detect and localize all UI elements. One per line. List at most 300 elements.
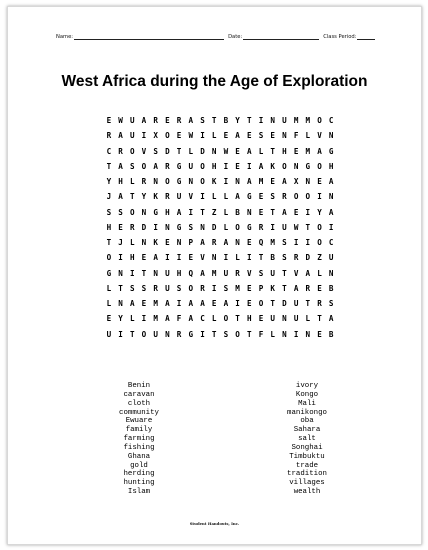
grid-letter: Z (211, 207, 217, 217)
grid-letter: N (188, 177, 194, 186)
grid-letter: A (129, 299, 135, 308)
class-period-label: Class Period: (323, 34, 357, 40)
grid-letter: A (305, 268, 311, 278)
grid-letter: R (118, 146, 123, 156)
grid-letter: S (223, 283, 229, 293)
grid-letter: V (293, 268, 299, 278)
grid-letter: O (317, 161, 322, 171)
grid-letter: A (235, 192, 240, 202)
grid-letter: S (188, 222, 194, 232)
grid-letter: I (223, 177, 229, 186)
grid-row (103, 205, 337, 220)
grid-letter: M (305, 146, 311, 156)
grid-letter: A (328, 207, 334, 217)
grid-letter: E (247, 238, 252, 247)
grid-letter: I (211, 283, 217, 293)
grid-letter: R (106, 131, 112, 141)
grid-letter: E (106, 116, 112, 125)
grid-row (103, 174, 337, 189)
grid-letter: F (176, 314, 182, 324)
grid-letter: E (270, 177, 275, 186)
grid-letter: T (270, 207, 275, 217)
grid-letter: T (211, 329, 217, 339)
grid-letter: U (270, 314, 275, 324)
word-list-item: hunting (123, 479, 155, 488)
grid-letter: D (305, 253, 311, 263)
grid-letter: W (188, 131, 194, 141)
grid-letter: B (223, 116, 229, 125)
grid-letter: E (118, 222, 123, 232)
grid-letter: L (305, 131, 311, 141)
grid-letter: O (200, 177, 205, 186)
grid-letter: I (200, 131, 205, 141)
grid-letter: A (247, 146, 252, 156)
grid-letter: G (188, 329, 194, 339)
grid-letter: N (282, 329, 287, 339)
grid-letter: W (118, 116, 123, 125)
grid-letter: U (282, 222, 287, 232)
grid-letter: N (118, 268, 123, 278)
grid-letter: I (293, 238, 299, 247)
grid-letter: E (141, 299, 147, 308)
grid-letter: E (223, 131, 229, 141)
grid-letter: L (106, 283, 112, 293)
grid-letter: A (153, 161, 158, 171)
grid-letter: L (235, 253, 240, 263)
grid-letter: H (129, 253, 135, 263)
grid-letter: K (270, 283, 275, 293)
grid-letter: E (293, 207, 299, 217)
grid-letter: R (141, 177, 147, 186)
grid-letter: O (106, 253, 112, 263)
grid-letter: G (247, 222, 252, 232)
grid-letter: A (141, 116, 147, 125)
grid-letter: A (235, 131, 240, 141)
grid-letter: N (200, 222, 205, 232)
word-list-item: Kongo (295, 390, 319, 399)
worksheet-title: West Africa during the Age of Exploration (61, 73, 368, 90)
grid-letter: A (317, 146, 322, 156)
word-list-item: tradition (287, 470, 327, 479)
grid-letter: T (141, 268, 147, 278)
word-list-item: manikongo (287, 408, 327, 417)
grid-letter: N (282, 314, 287, 324)
grid-letter: S (282, 238, 287, 247)
grid-letter: T (305, 299, 311, 308)
grid-letter: S (258, 131, 264, 141)
word-list-item: Benin (127, 382, 151, 390)
grid-letter: U (270, 268, 275, 278)
grid-letter: X (153, 131, 158, 141)
grid-letter: P (258, 283, 264, 293)
grid-letter: R (282, 192, 287, 202)
grid-letter: E (258, 207, 264, 217)
grid-letter: T (118, 283, 123, 293)
grid-letter: R (165, 161, 170, 171)
grid-letter: L (223, 207, 229, 217)
grid-letter: M (153, 299, 158, 308)
grid-letter: I (165, 253, 170, 263)
grid-letter: U (293, 314, 299, 324)
grid-letter: O (129, 207, 135, 217)
grid-letter: N (141, 238, 147, 247)
word-list-item: Ghana (127, 452, 151, 461)
grid-letter: Y (235, 116, 240, 125)
class-period-blank (357, 34, 375, 40)
grid-letter: T (258, 253, 264, 263)
word-list-item: cloth (127, 399, 151, 408)
grid-letter: L (270, 329, 275, 339)
grid-letter: M (305, 116, 311, 125)
grid-letter: L (106, 299, 112, 308)
grid-letter: M (211, 268, 217, 278)
grid-letter: S (153, 146, 158, 156)
grid-letter: I (293, 329, 299, 339)
grid-letter: N (328, 131, 334, 141)
grid-letter: G (176, 161, 182, 171)
grid-letter: E (211, 299, 217, 308)
grid-letter: H (247, 314, 252, 324)
grid-letter: T (129, 192, 135, 202)
grid-letter: V (247, 268, 252, 278)
grid-letter: L (211, 314, 217, 324)
grid-letter: S (118, 207, 123, 217)
word-list-item: Mali (298, 399, 316, 408)
grid-letter: S (129, 161, 135, 171)
grid-letter: A (200, 238, 205, 247)
grid-letter: N (328, 192, 334, 202)
grid-letter: O (141, 329, 147, 339)
grid-letter: O (200, 161, 205, 171)
grid-letter: L (129, 314, 135, 324)
grid-letter: E (270, 131, 275, 141)
grid-letter: I (317, 192, 322, 202)
grid-letter: D (211, 222, 217, 232)
word-list-item: ivory (295, 382, 319, 390)
grid-letter: A (165, 299, 170, 308)
grid-letter: Q (258, 238, 264, 247)
grid-letter: L (188, 146, 194, 156)
grid-letter: U (106, 329, 112, 339)
grid-letter: N (270, 116, 275, 125)
grid-letter: U (282, 116, 287, 125)
grid-letter: G (176, 222, 182, 232)
word-list-item: family (125, 426, 153, 435)
grid-letter: I (305, 207, 311, 217)
grid-letter: L (129, 238, 135, 247)
grid-letter: R (258, 222, 264, 232)
grid-letter: I (176, 253, 182, 263)
grid-letter: S (328, 299, 334, 308)
grid-letter: D (141, 222, 147, 232)
grid-letter: O (317, 222, 322, 232)
grid-letter: A (176, 207, 182, 217)
grid-letter: O (223, 314, 229, 324)
grid-letter: A (247, 177, 252, 186)
grid-letter: K (270, 161, 275, 171)
word-list-item: Sahara (293, 426, 321, 435)
grid-letter: E (106, 314, 112, 324)
grid-letter: A (258, 161, 264, 171)
name-blank (74, 34, 224, 40)
grid-letter: O (188, 283, 194, 293)
grid-letter: L (211, 192, 217, 202)
grid-letter: I (200, 192, 205, 202)
word-list-item: trade (295, 461, 319, 470)
grid-letter: C (106, 146, 112, 156)
grid-letter: N (328, 268, 334, 278)
grid-letter: Y (106, 177, 112, 186)
grid-letter: I (141, 314, 147, 324)
grid-letter: B (328, 283, 334, 293)
word-list-item: community (119, 408, 159, 417)
grid-letter: U (188, 161, 194, 171)
grid-row (103, 281, 337, 296)
grid-letter: C (328, 238, 334, 247)
grid-letter: A (188, 299, 194, 308)
grid-row (103, 266, 337, 281)
grid-letter: A (118, 161, 123, 171)
grid-letter: K (153, 192, 158, 202)
grid-letter: T (129, 329, 135, 339)
grid-letter: C (200, 314, 205, 324)
grid-letter: N (211, 146, 217, 156)
grid-letter: E (317, 329, 322, 339)
grid-letter: E (293, 146, 299, 156)
grid-row (103, 311, 337, 326)
grid-letter: O (235, 222, 240, 232)
word-list-item: caravan (123, 390, 155, 399)
grid-letter: A (282, 177, 287, 186)
grid-letter: R (211, 238, 217, 247)
grid-letter: E (235, 161, 240, 171)
grid-letter: E (247, 283, 252, 293)
grid-letter: N (165, 222, 170, 232)
grid-letter: A (282, 207, 287, 217)
grid-letter: U (165, 283, 170, 293)
grid-letter: I (270, 222, 275, 232)
grid-row (103, 296, 337, 311)
grid-letter: H (176, 268, 182, 278)
grid-letter: N (211, 253, 217, 263)
grid-letter: R (200, 283, 205, 293)
grid-letter: T (247, 116, 252, 125)
grid-letter: N (165, 329, 170, 339)
grid-letter: U (328, 253, 334, 263)
grid-letter: L (211, 131, 217, 141)
grid-letter: O (165, 177, 170, 186)
grid-letter: E (247, 299, 252, 308)
grid-letter: G (176, 177, 182, 186)
grid-letter: V (200, 253, 205, 263)
grid-letter: N (305, 329, 311, 339)
word-list-item: Timbuktu (289, 452, 325, 461)
grid-letter: I (223, 161, 229, 171)
grid-letter: O (317, 238, 322, 247)
grid-letter: U (293, 299, 299, 308)
word-list-item: farming (123, 435, 155, 444)
grid-letter: G (247, 192, 252, 202)
word-list-item: herding (123, 470, 155, 479)
grid-letter: C (328, 116, 334, 125)
grid-letter: U (153, 329, 158, 339)
grid-letter: A (328, 314, 334, 324)
grid-letter: N (118, 299, 123, 308)
grid-letter: I (118, 329, 123, 339)
grid-letter: T (176, 146, 182, 156)
grid-letter: Q (188, 268, 194, 278)
grid-letter: R (176, 329, 182, 339)
grid-letter: N (305, 177, 311, 186)
grid-letter: S (176, 283, 182, 293)
grid-letter: R (235, 268, 240, 278)
grid-row (103, 113, 337, 128)
word-list-item: fishing (123, 443, 155, 452)
grid-letter: V (188, 192, 194, 202)
grid-letter: K (211, 177, 217, 186)
student-info-row (56, 34, 379, 40)
grid-letter: T (282, 283, 287, 293)
grid-letter: O (129, 146, 135, 156)
grid-letter: R (305, 283, 311, 293)
grid-letter: A (200, 268, 205, 278)
grid-letter: T (235, 314, 240, 324)
grid-letter: O (165, 131, 170, 141)
grid-letter: A (188, 116, 194, 125)
grid-letter: O (305, 192, 311, 202)
grid-letter: E (247, 131, 252, 141)
publisher-footer: Student Handouts, Inc. (189, 521, 240, 526)
grid-letter: I (235, 299, 240, 308)
grid-letter: I (141, 131, 147, 141)
grid-letter: M (235, 283, 240, 293)
grid-letter: N (153, 268, 158, 278)
grid-letter: R (176, 116, 182, 125)
grid-letter: A (188, 314, 194, 324)
grid-letter: H (165, 207, 170, 217)
grid-letter: I (188, 207, 194, 217)
grid-letter: S (141, 283, 147, 293)
grid-letter: H (211, 161, 217, 171)
grid-letter: S (129, 283, 135, 293)
grid-letter: N (153, 177, 158, 186)
grid-letter: O (317, 116, 322, 125)
grid-letter: N (176, 238, 182, 247)
grid-letter: M (293, 116, 299, 125)
grid-letter: U (165, 268, 170, 278)
grid-letter: N (282, 131, 287, 141)
grid-letter: W (293, 222, 299, 232)
word-list-item: salt (298, 435, 316, 444)
grid-letter: V (317, 131, 322, 141)
grid-letter: I (305, 238, 311, 247)
grid-letter: O (141, 161, 147, 171)
grid-letter: U (223, 268, 229, 278)
grid-letter: E (165, 238, 170, 247)
grid-row (103, 144, 337, 159)
grid-letter: A (165, 314, 170, 324)
grid-letter: G (153, 207, 158, 217)
word-list-item: oba (300, 417, 314, 426)
grid-letter: F (258, 329, 264, 339)
word-list-item: Ewuare (125, 417, 153, 426)
grid-letter: A (153, 253, 158, 263)
grid-letter: E (317, 283, 322, 293)
word-list-item: Islam (127, 488, 151, 497)
grid-letter: B (270, 253, 275, 263)
grid-letter: S (258, 268, 264, 278)
word-list-item: villages (289, 479, 325, 488)
grid-letter: N (235, 177, 240, 186)
grid-row (103, 235, 337, 250)
word-search-grid (103, 113, 337, 342)
grid-row (103, 159, 337, 174)
grid-letter: L (305, 314, 311, 324)
grid-letter: D (165, 146, 170, 156)
grid-letter: S (282, 253, 287, 263)
word-list-right (272, 382, 342, 497)
grid-letter: T (305, 222, 311, 232)
grid-row (103, 189, 337, 204)
grid-letter: E (317, 177, 322, 186)
grid-letter: S (200, 116, 205, 125)
grid-letter: I (247, 253, 252, 263)
grid-letter: L (129, 177, 135, 186)
grid-letter: I (223, 253, 229, 263)
word-list-item: gold (130, 461, 148, 470)
grid-letter: U (129, 131, 135, 141)
grid-letter: L (223, 222, 229, 232)
grid-letter: T (270, 146, 275, 156)
grid-letter: E (176, 131, 182, 141)
grid-letter: M (258, 177, 264, 186)
grid-letter: L (317, 268, 322, 278)
grid-letter: Z (317, 253, 322, 263)
grid-letter: I (176, 299, 182, 308)
grid-letter: M (270, 238, 275, 247)
grid-letter: H (282, 146, 287, 156)
grid-letter: H (118, 177, 123, 186)
grid-letter: U (129, 116, 135, 125)
grid-letter: A (223, 238, 229, 247)
name-label: Name: (56, 34, 74, 40)
grid-letter: A (200, 299, 205, 308)
grid-letter: I (258, 116, 264, 125)
grid-letter: H (328, 161, 334, 171)
grid-letter: R (293, 253, 299, 263)
grid-row (103, 128, 337, 143)
grid-letter: R (165, 192, 170, 202)
grid-letter: O (282, 161, 287, 171)
grid-letter: I (200, 329, 205, 339)
grid-letter: I (328, 222, 334, 232)
grid-letter: J (118, 238, 123, 247)
grid-letter: T (106, 161, 112, 171)
grid-letter: A (293, 283, 299, 293)
grid-letter: T (270, 299, 275, 308)
grid-letter: I (153, 222, 158, 232)
grid-letter: Y (141, 192, 147, 202)
grid-letter: N (235, 238, 240, 247)
grid-letter: R (153, 283, 158, 293)
word-list-item: wealth (293, 488, 321, 497)
grid-letter: D (200, 146, 205, 156)
grid-letter: G (328, 146, 334, 156)
grid-letter: B (235, 207, 240, 217)
grid-letter: T (106, 238, 112, 247)
grid-letter: R (317, 299, 322, 308)
grid-letter: V (141, 146, 147, 156)
